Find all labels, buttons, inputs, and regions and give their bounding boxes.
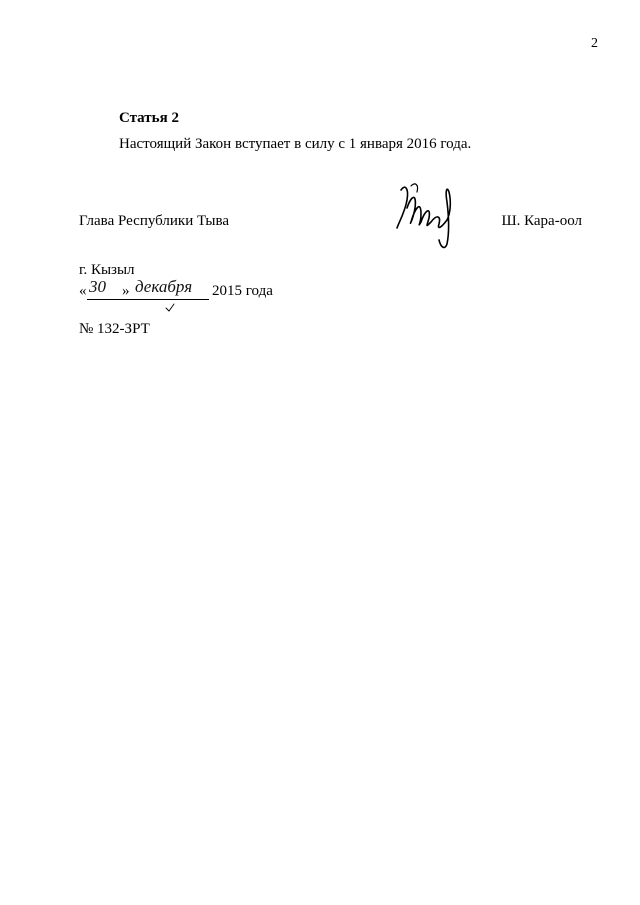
signatory-position: Глава Республики Тыва [79, 213, 230, 229]
article-text: Настоящий Закон вступает в силу с 1 января 2016 года. [119, 136, 472, 152]
article-heading: Статья 2 [119, 110, 179, 126]
date-year: 2015 года [212, 283, 273, 299]
signature-block [79, 213, 582, 237]
date-underline [87, 299, 209, 300]
city-name: г. Кызыл [79, 262, 135, 278]
page-number: 2 [591, 36, 598, 51]
registration-number: № 132-ЗРТ [79, 321, 150, 337]
signatory-name: Ш. Кара-оол [501, 213, 582, 229]
date-month-handwritten: декабря [135, 277, 193, 296]
handwritten-signature [395, 178, 465, 250]
signing-date [79, 277, 319, 307]
date-day-handwritten: 30 [89, 277, 106, 296]
date-quote-open: « [79, 283, 87, 299]
date-quote-close: » [122, 283, 130, 299]
check-mark-icon [165, 303, 175, 313]
